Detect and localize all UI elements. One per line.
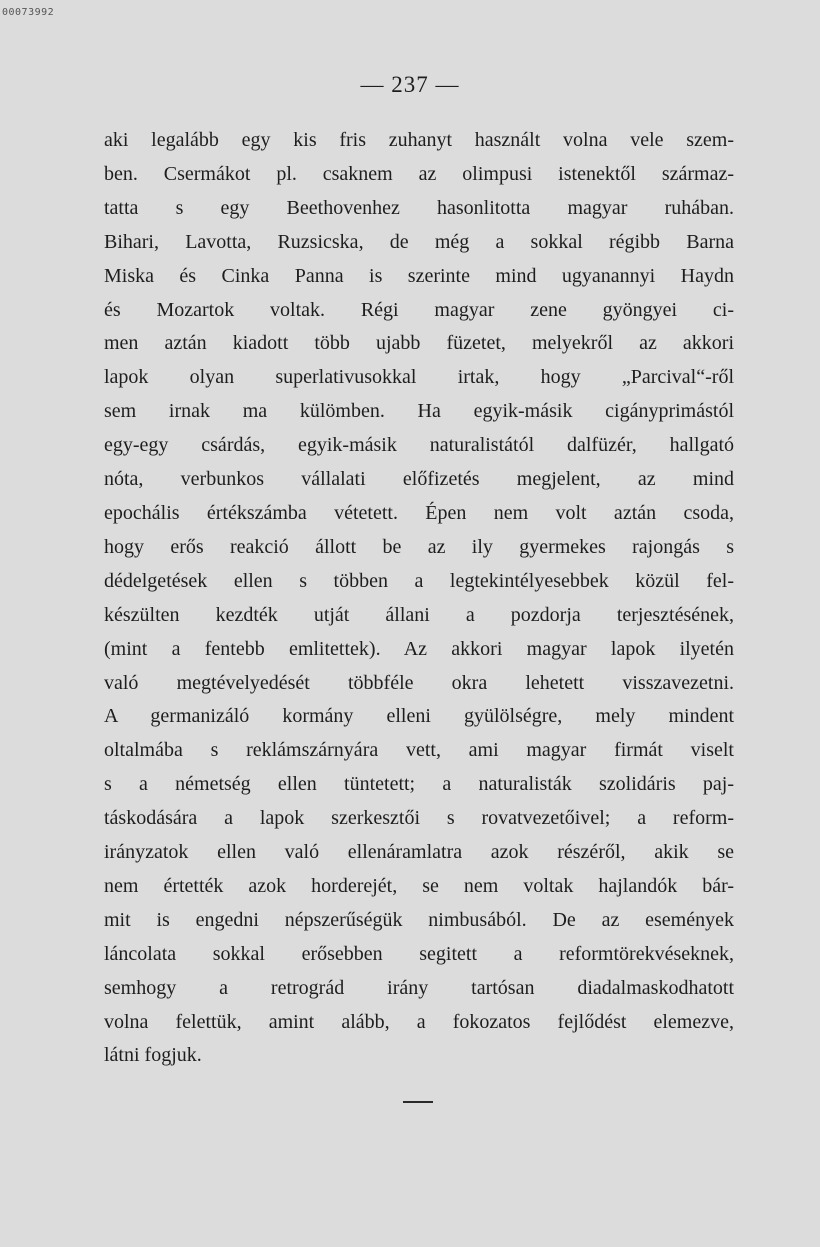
text-line: mit is engedni népszerűségük nimbusából. De az események xyxy=(104,908,734,931)
text-line: táskodására a lapok szerkesztői s rovatvezetőivel; a reform- xyxy=(104,807,734,830)
body-paragraph xyxy=(104,124,734,1073)
text-line: való megtévelyedését többféle okra lehetett visszavezetni. xyxy=(104,671,734,694)
text-line: egy-egy csárdás, egyik-másik naturalistától dalfüzér, hallgató xyxy=(104,434,734,457)
text-line: volna felettük, amint alább, a fokozatos fejlődést elemezve, xyxy=(104,1010,734,1033)
scan-id-label: 00073992 xyxy=(2,7,55,18)
text-line: nem értették azok horderejét, se nem voltak hajlandók bár- xyxy=(104,874,734,897)
text-line: epochális értékszámba vétetett. Épen nem volt aztán csoda, xyxy=(104,501,734,524)
text-line: nóta, verbunkos vállalati előfizetés megjelent, az mind xyxy=(104,468,734,491)
text-line: Bihari, Lavotta, Ruzsicska, de még a sokkal régibb Barna xyxy=(104,230,734,253)
text-line: dédelgetések ellen s többen a legtekintélyesebbek közül fel- xyxy=(104,569,734,592)
text-line: és Mozartok voltak. Régi magyar zene gyöngyei ci- xyxy=(104,298,734,321)
text-line: hogy erős reakció állott be az ily gyermekes rajongás s xyxy=(104,535,734,558)
text-line: oltalmába s reklámszárnyára vett, ami magyar firmát viselt xyxy=(104,739,734,762)
text-line: (mint a fentebb emlitettek). Az akkori magyar lapok ilyetén xyxy=(104,637,734,660)
text-line: lapok olyan superlativusokkal irtak, hogy „Parcival“-ről xyxy=(104,366,734,389)
text-line: semhogy a retrográd irány tartósan diadalmaskodhatott xyxy=(104,976,734,999)
text-line: ben. Csermákot pl. csaknem az olimpusi istenektől származ- xyxy=(104,162,734,185)
text-line: Miska és Cinka Panna is szerinte mind ugyanannyi Haydn xyxy=(104,264,734,287)
text-line: készülten kezdték utját állani a pozdorja terjesztésének, xyxy=(104,603,734,626)
text-line: sem irnak ma külömben. Ha egyik-másik cigányprimástól xyxy=(104,400,734,423)
page-number: — 237 — xyxy=(360,72,460,97)
text-line: irányzatok ellen való ellenáramlatra azok részéről, akik se xyxy=(104,841,734,864)
text-line-last: látni fogjuk. xyxy=(104,1044,202,1067)
text-line: s a németség ellen tüntetett; a naturalisták szolidáris paj- xyxy=(104,773,734,796)
text-line: A germanizáló kormány elleni gyülölségre, mely mindent xyxy=(104,705,734,728)
text-line: láncolata sokkal erősebben segitett a reformtörekvéseknek, xyxy=(104,942,734,965)
text-line: aki legalább egy kis fris zuhanyt használt volna vele szem- xyxy=(104,129,734,151)
end-dash-divider xyxy=(403,1101,433,1103)
text-line: men aztán kiadott több ujabb füzetet, melyekről az akkori xyxy=(104,332,734,355)
text-line: tatta s egy Beethovenhez hasonlitotta magyar ruhában. xyxy=(104,196,734,219)
